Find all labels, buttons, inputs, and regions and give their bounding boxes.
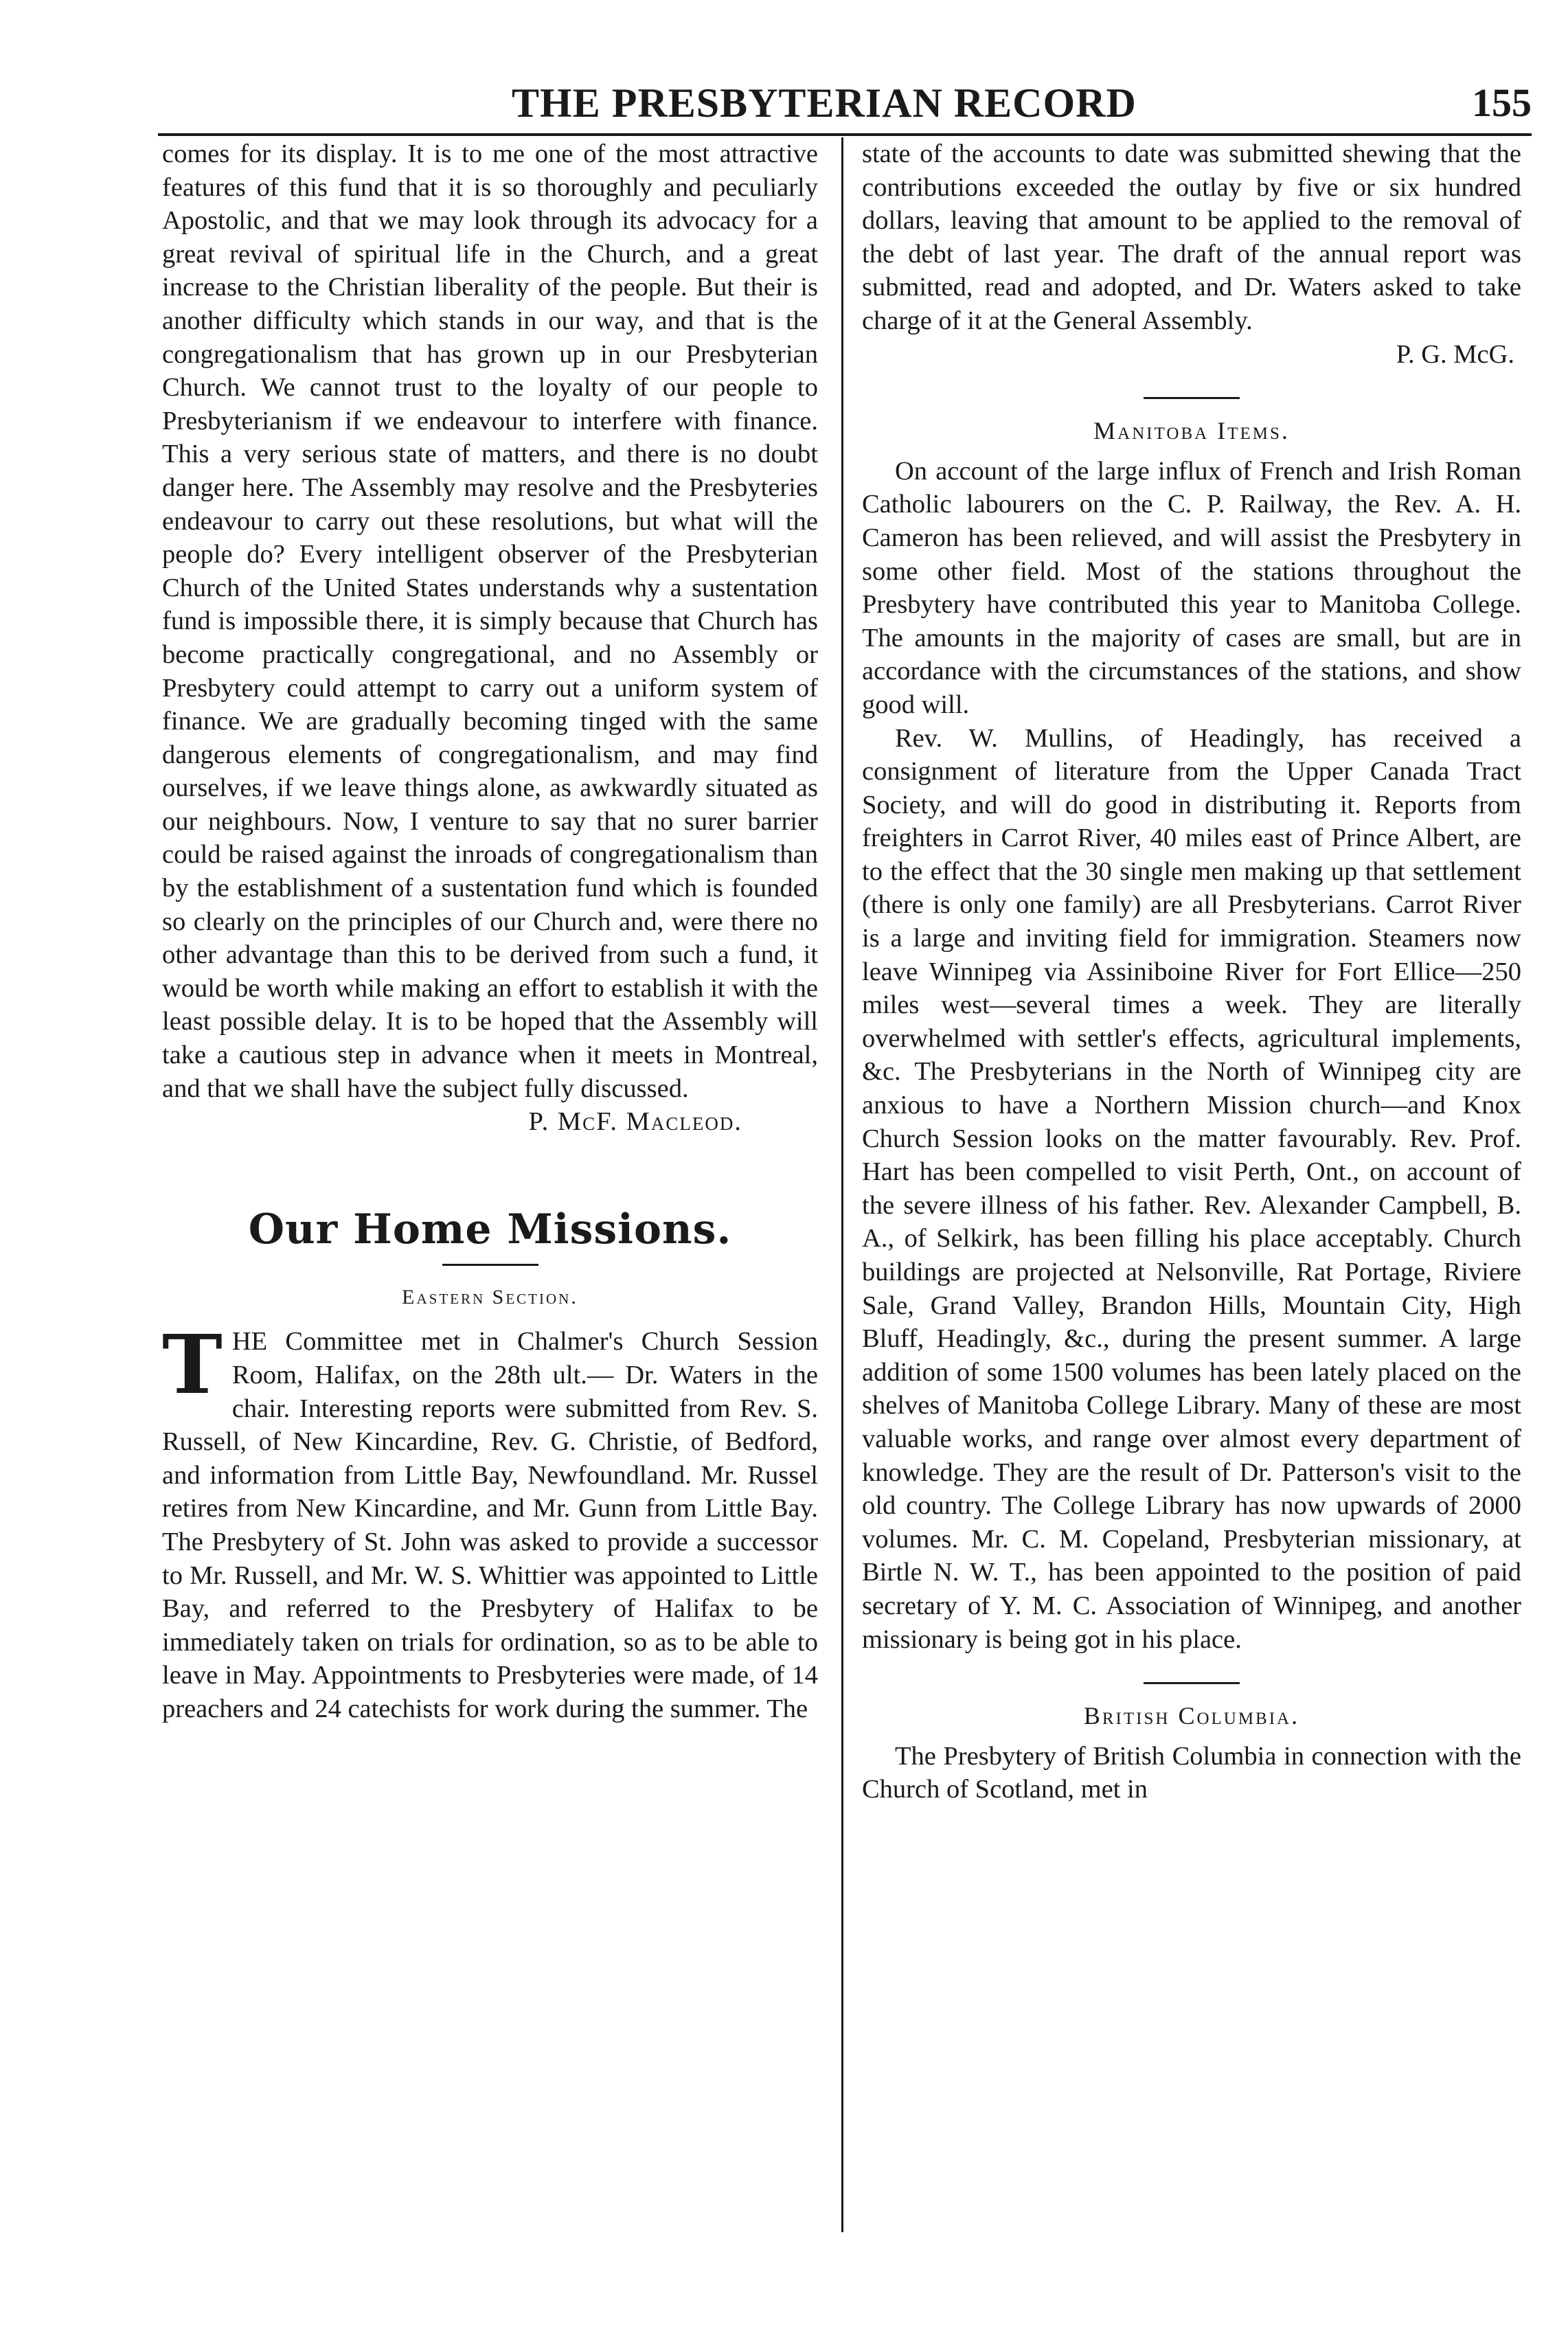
page-number: 155 — [1472, 80, 1532, 125]
british-columbia-paragraph: The Presbytery of British Columbia in connection with the Church of Scotland, met in — [862, 1741, 1521, 1804]
signature-mcg: P. G. McG. — [1396, 339, 1514, 369]
section-rule — [1144, 397, 1240, 399]
header-rule — [158, 133, 1532, 136]
sustentation-fund-paragraph: comes for its display. It is to me one of the most attractive features of this fund that it is so thoroughly and peculiarly Apostolic, and that we may look through its advocacy for a great revival of spiritual life in the Church, and a great increase to the Christian liberality of the people. But their is another difficulty which stands in our way, and that is the congregationalism that has grown up in our Presbyterian Church. We cannot trust to the loyalty of our people to Presbyterianism if we endeavour to interfere with finance. This a very serious state of matters, and there is no doubt danger here. The Assembly may resolve and the Presbyteries endeavour to carry out these resolutions, but what will the people do? Every intelligent observer of the Presbyterian Church of the United States understands why a sustentation fund is impossible there, it is simply because that Church has become practically congregational, and no Assembly or Presbytery could attempt to carry out a uniform system of finance. We are gradually becoming tinged with the same dangerous elements of congregationalism, and may find ourselves, if we leave things alone, as awkwardly situated as our neighbours. Now, I venture to say that no surer barrier could be raised against the inroads of congregationalism than by the establishment of a sustentation fund which is founded so clearly on the principles of our Church and, were there no other advantage than this to be derived from such a fund, it would be worth while making an effort to establish it with the least possible delay. It is to be hoped that the Assembly will take a cautious step in advance when it meets in Montreal, and that we shall have the subject fully discussed. — [162, 139, 818, 1103]
committee-paragraph-text: HE Committee met in Chalmer's Church Session Room, Halifax, on the 28th ult.— Dr. Waters in the chair. Interesting reports were submitted from Rev. S. Russell, of New Kincardine, Rev. G. Christie, of Bedford, and information from Little Bay, Newfoundland. Mr. Russel retires from New Kincardine, and Mr. Gunn from Little Bay. The Presbytery of St. John was asked to provide a successor to Mr. Russell, and Mr. W. S. Whittier was appointed to Little Bay, and referred to the Presbytery of Halifax to be immediately taken on trials for ordination, so as to be able to leave in May. Appointments to Presbyteries were made, of 14 preachers and 24 catechists for work during the summer. The — [162, 1327, 818, 1723]
section-rule — [1144, 1682, 1240, 1684]
section-title-home-missions: Our Home Missions. — [248, 1205, 732, 1253]
section-rule — [442, 1264, 538, 1266]
signature-macleod: P. McF. Macleod. — [528, 1107, 742, 1137]
right-column — [862, 137, 1521, 1806]
accounts-paragraph: state of the accounts to date was submitted shewing that the contributions exceeded the outlay by five or six hundred dollars, leaving that amount to be applied to the removal of the debt of last year. The draft of the annual report was submitted, read and adopted, and Dr. Waters asked to take charge of it at the General Assembly. — [862, 139, 1521, 335]
manitoba-items-heading: Manitoba Items. — [1093, 417, 1290, 445]
british-columbia-heading: British Columbia. — [1083, 1702, 1300, 1730]
manitoba-paragraph-2: Rev. W. Mullins, of Headingly, has received a consignment of literature from the Upper Canada Tract Society, and will do good in distributing it. Reports from freighters in Carrot River, 40 miles east of Prince Albert, are to the effect that the 30 single men making up that settlement (there is only one family) are all Presbyterians. Carrot River is a large and inviting field for immigration. Steamers now leave Winnipeg via Assiniboine River for Fort Ellice—250 miles west—several times a week. They are literally overwhelmed with settler's effects, agricultural implements, &c. The Presbyterians in the North of Winnipeg city are anxious to have a Northern Mission church—and Knox Church Session looks on the matter favourably. Rev. Prof. Hart has been compelled to visit Perth, Ont., on account of the severe illness of his father. Rev. Alexander Campbell, B. A., of Selkirk, has been filling his place acceptably. Church buildings are projected at Nelsonville, Rat Portage, Riviere Sale, Grand Valley, Brandon Hills, Mountain City, High Bluff, Headingly, &c., during the present summer. A large addition of some 1500 volumes has been lately placed on the shelves of Manitoba College Library. Many of these are most valuable works, and range over almost every department of knowledge. They are the result of Dr. Patterson's visit to the old country. The College Library has now upwards of 2000 volumes. Mr. C. M. Copeland, Presbyterian missionary, at Birtle N. W. T., has been appointed to the position of paid secretary of Y. M. C. Association of Winnipeg, and another missionary is being got in his place. — [862, 723, 1521, 1654]
column-divider — [841, 137, 843, 2232]
manitoba-paragraph-1: On account of the large influx of French and Irish Roman Catholic labourers on the C. P. Railway, the Rev. A. H. Cameron has been relieved, and will assist the Presbytery in some other field. Most of the stations throughout the Presbytery have contributed this year to Manitoba College. The amounts in the majority of cases are small, but are in accordance with the circumstances of the stations, and show good will. — [862, 456, 1521, 719]
drop-cap-letter: T — [162, 1317, 223, 1413]
left-column — [162, 137, 818, 1726]
eastern-section-heading: Eastern Section. — [402, 1285, 578, 1308]
page-header — [158, 77, 1532, 132]
publication-title: THE PRESBYTERIAN RECORD — [512, 80, 1137, 126]
committee-paragraph — [162, 1317, 818, 1725]
